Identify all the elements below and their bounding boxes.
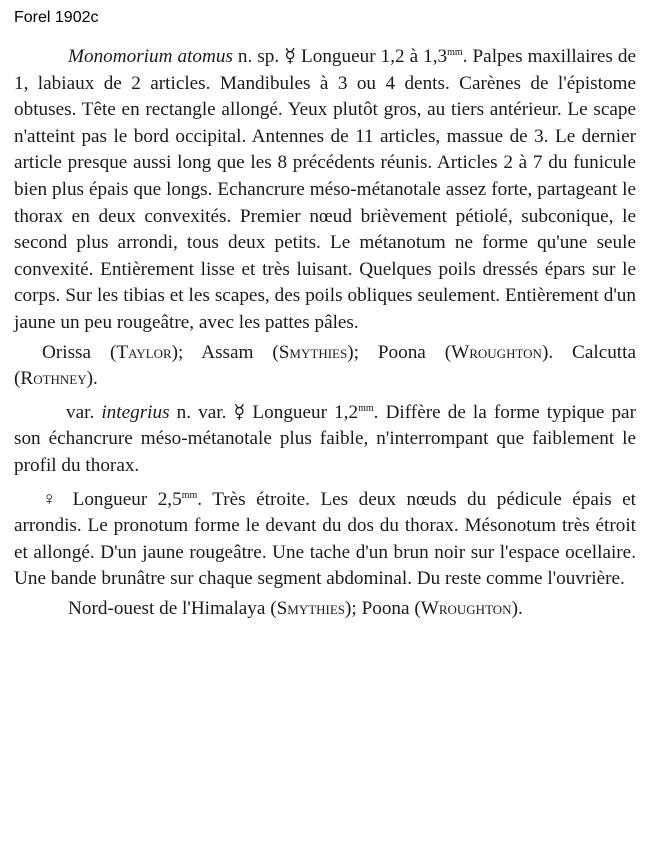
collector-name: Smythies <box>276 597 346 619</box>
unit-mm: mm <box>358 402 374 414</box>
citation-header: Forel 1902c <box>14 9 99 26</box>
variety-name: integrius <box>101 401 170 423</box>
unit-mm: mm <box>447 47 463 58</box>
species-description-paragraph: Monomorium atomus n. sp. ☿ Longueur 1,2 à $1,3^{mm}$. Palpes maxillaires de 1, labiaux de 2 articles. Mandibules à 3 ou 4 dents. Carènes de l'épistome obtuses. Tête en rectangle allongé. Yeux plutôt gros, au tiers antérieur. Le scape n'atteint pas le bord occipital. Antennes de 11 articles, massue de 3. Le dernier article presque aussi long que les 8 précédents réunis. Articles 2 à 7 du funicule bien plus épais que longs. Echancrure méso-métanotale assez forte, partageant le thorax en deux convexités. Premier nœud brièvement pétiolé, subconique, le second plus arrondi, tous deux petits. Le métanotum ne forme qu'une seule convexité. Entièrement lisse et très luisant. Quelques poils dressés épars sur le corps. Sur les tibias et les scapes, des poils obliques seulement. Entièrement d'un jaune un peu rougeâtre, avec les pattes pâles. <box>14 46 636 333</box>
locality-paragraph: Orissa (Taylor); Assam (Smythies); Poona (Wroughton). Calcutta (Rothney). <box>14 341 636 390</box>
female-symbol: ♀ <box>42 488 63 510</box>
document-body <box>14 40 636 625</box>
locality-paragraph-2: Nord-ouest de l'Himalaya (Smythies); Poona (Wroughton). <box>68 597 523 619</box>
worker-symbol: ☿ <box>233 401 246 423</box>
variety-paragraph: var. integrius n. var. ☿ Longueur $1,2^{mm}$. Diffère de la forme typique par son échancrure méso-métanotale plus faible, n'interrompant que faiblement le profil du thorax. <box>14 401 636 476</box>
collector-name: Rothney <box>20 368 87 390</box>
worker-symbol: ☿ <box>284 46 296 67</box>
collector-name: Smythies <box>278 341 348 363</box>
collector-name: Taylor <box>116 341 172 363</box>
female-description-paragraph: ♀ Longueur $2,5^{mm}$. Très étroite. Les deux nœuds du pédicule épais et arrondis. Le pronotum forme le devant du dos du thorax. Mésonotum très étroit et allongé. D'un jaune rougeâtre. Une tache d'un brun noir sur l'espace ocellaire. Une bande brunâtre sur chaque segment abdominal. Du reste comme l'ouvrière. <box>14 488 637 590</box>
species-name: Monomorium atomus <box>68 46 233 67</box>
collector-name: Wroughton <box>451 341 542 363</box>
unit-mm: mm <box>181 489 198 501</box>
collector-name: Wroughton <box>420 597 512 619</box>
